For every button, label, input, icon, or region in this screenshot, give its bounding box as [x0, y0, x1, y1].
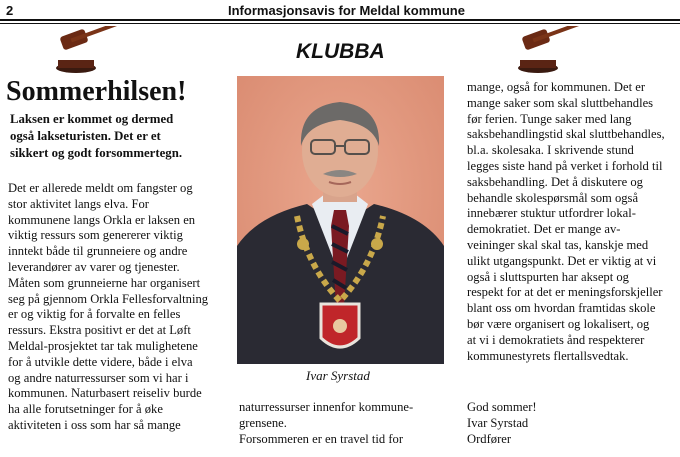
body-line: legges siste hand på verket i forhold til [467, 158, 663, 173]
gavel-icon [52, 26, 152, 76]
body-line: seg på gjennom Orkla Fellesforvaltning [8, 291, 209, 306]
body-line: og andre naturressurser som vi har i [8, 370, 189, 385]
body-line: for å utvikle dette videre, både i elva [8, 354, 193, 369]
body-line: naturressurser innenfor kommune- [239, 400, 414, 414]
body-line: kommunene langs Orkla er laksen en [8, 212, 196, 227]
lead-line: Laksen er kommet og dermed [10, 112, 174, 126]
body-line: Forsommeren er en travel tid for [239, 432, 404, 446]
body-line: saksbehandling. Det å diskutere og [467, 174, 643, 189]
body-line: veininger skal skal tas, kanskje med [467, 237, 649, 252]
body-line: Måten som grunneierne har organisert [8, 275, 201, 290]
body-line: blant oss om hvordan framtidas skole [467, 301, 656, 316]
body-line: saksbehandlingstid skal sluttbehandles, [467, 127, 665, 142]
body-line: kommunen. Naturbasert reiseliv burde [8, 386, 202, 401]
section-title: KLUBBA [296, 40, 385, 63]
body-line: ressurs. Ekstra positivt er det at Løft [8, 323, 191, 338]
body-line: bør være organisert og lokalisert, og [467, 316, 650, 331]
body-line: før ferien. Tunge saker med lang [467, 111, 632, 126]
body-line: demokratiet. Det er mange av- [467, 222, 621, 237]
body-line: kommunestyrets flertallsvedtak. [467, 348, 629, 363]
body-line: inntekt både til grunneiere og andre [8, 244, 188, 259]
body-line: mange, også for kommunen. Det er [467, 80, 646, 94]
page-number: 2 [6, 3, 14, 18]
signoff-name: Ivar Syrstad [467, 416, 529, 430]
body-line: grensene. [239, 416, 287, 430]
body-line: ha alle forutsetninger for å øke [8, 402, 163, 417]
body-line: aktiviteten i oss som har så mange [8, 417, 181, 432]
article-column-1 [8, 181, 222, 434]
body-line: bl.a. skolesaka. I skrivende stund [467, 143, 634, 158]
body-line: behandle skolespørsmål som også [467, 190, 639, 205]
portrait-photo [237, 76, 444, 364]
body-line: Det er allerede meldt om fangster og [8, 181, 193, 195]
body-line: at vi i demokratiets ånd respekterer [467, 332, 645, 347]
body-line: viktig ressurs som genererer viktig [8, 228, 183, 243]
body-line: også i sluttspurten har aksept og [467, 269, 629, 284]
body-line: Meldal-prosjektet tar tak mulighetene [8, 338, 198, 353]
photo-caption: Ivar Syrstad [306, 368, 370, 383]
header-rule-top [0, 19, 680, 21]
gavel-icon [514, 26, 614, 76]
body-line: stor aktivitet langs elva. For [8, 196, 149, 211]
body-line: ulikt utgangspunkt. Det er viktig at vi [467, 253, 657, 268]
body-line: respekt for at det er meningsforskjeller [467, 285, 663, 300]
body-line: mange saker som skal sluttbehandles [467, 95, 654, 110]
header-rule-bottom [0, 23, 680, 24]
article-column-2 [239, 399, 449, 447]
article-lead [10, 111, 182, 162]
article-column-3 [467, 80, 677, 364]
body-line: innebærer stuktur utfordrer lokal- [467, 206, 636, 221]
lead-line: også lakseturisten. Det er et [10, 129, 161, 143]
lead-line: sikkert og godt forsommertegn. [10, 146, 183, 160]
signoff-title: Ordfører [467, 432, 512, 446]
signoff-greeting: God sommer! [467, 400, 537, 414]
signoff [467, 399, 537, 447]
article-headline: Sommerhilsen! [6, 76, 187, 107]
publication-title: Informasjonsavis for Meldal kommune [228, 3, 465, 18]
body-line: leverandører av varer og tjenester. [8, 259, 180, 274]
body-line: er og viktig for å forvalte en felles [8, 307, 181, 322]
